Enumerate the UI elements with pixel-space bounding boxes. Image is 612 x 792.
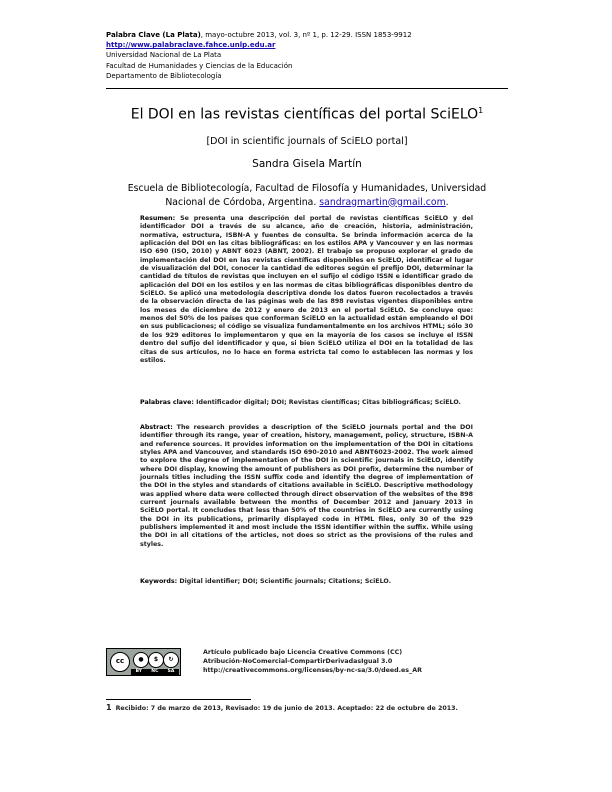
journal-name: Palabra Clave (La Plata) xyxy=(106,31,201,39)
keywords-label: Keywords: xyxy=(140,578,178,585)
license-line-1: Artículo publicado bajo Licencia Creative Commons (CC) xyxy=(203,649,403,656)
resumen-label: Resumen: xyxy=(140,215,176,222)
affiliation-end: . xyxy=(445,196,449,208)
university-name: Universidad Nacional de La Plata xyxy=(106,51,222,60)
cc-terms-strip xyxy=(131,669,179,675)
article-title-text: El DOI en las revistas científicas del portal SciELO xyxy=(130,106,479,123)
sharealike-icon: ↻ xyxy=(163,652,179,668)
footnote-text: Recibido: 7 de marzo de 2013, Revisado: 19 de junio de 2013. Aceptado: 22 de octubre de 2013. xyxy=(115,705,458,712)
license-line-2: Atribución-NoComercial-CompartirDerivadasIgual 3.0 xyxy=(203,658,393,665)
abstract-text: The research provides a description of the SciELO journals portal and the DOI identifier through its range, year of creation, history, management, policy, structure, ISBN-A and reference sources. It provides information on the implementation of the DOI in citations styles APA and Vancouver, and standards ISO 690-2010 and ABNT6023-2002. The work aimed to explore the degree of implementation of the DOI in scientific journals in SciELO, identify where DOI display, knowing the amount of publishers as DOI prefix, determine the number of journals titles including the ISSN suffix code and identify the degree of implementation of the DOI in the styles and standards of citations available in SciELO. Descriptive methodology was applied where data were collected through direct observation of the websites of the 898 current journals available between the months of December 2012 and January 2013 in SciELO portal. It concludes that less than 50% of the countries in SciELO are currently using the DOI in its publications, primarily displayed code in HTML files, only 30 of the 929 publishers implemented it and most include the ISSN identifier within the suffix. While using the DOI in all citations of the articles, not does so strict as the provisions of the rules and styles. xyxy=(140,424,473,548)
author-email-link[interactable]: sandragmartin@gmail.com xyxy=(319,196,446,208)
cc-by-label: BY xyxy=(135,669,143,674)
abstract-paragraph xyxy=(140,424,473,549)
cc-nc-label: NC xyxy=(151,669,159,674)
noncommercial-icon: $ xyxy=(148,652,164,668)
affiliation-line-1: Escuela de Bibliotecología, Facultad de Filosofía y Humanidades, Universidad xyxy=(127,183,487,194)
creative-commons-badge[interactable] xyxy=(106,648,181,676)
author-name: Sandra Gisela Martín xyxy=(252,158,362,170)
faculty-name: Facultad de Humanidades y Ciencias de la Educación xyxy=(106,61,293,70)
citation-line xyxy=(106,30,506,40)
palabras-clave-paragraph xyxy=(140,399,473,407)
license-notice xyxy=(203,648,483,675)
affiliation-line-2: Nacional de Córdoba, Argentina. xyxy=(165,196,320,208)
footnote-divider xyxy=(106,699,251,700)
palabras-clave-label: Palabras clave: xyxy=(140,399,194,406)
cc-logo-icon: cc xyxy=(110,652,130,672)
keywords-text: Digital identifier; DOI; Scientific journals; Citations; SciELO. xyxy=(177,578,391,585)
footnote xyxy=(106,705,508,714)
article-title xyxy=(106,106,508,123)
title-footnote-mark[interactable]: 1 xyxy=(478,106,484,115)
journal-header xyxy=(106,30,506,81)
footnote-mark: 1 xyxy=(106,703,112,712)
keywords-paragraph xyxy=(140,578,473,586)
department-name: Departamento de Bibliotecología xyxy=(106,71,222,80)
resumen-paragraph xyxy=(140,215,473,365)
resumen-text: Se presenta una descripción del portal de revistas científicas SciELO y del identificador DOI a través de su alcance, año de creación, historia, administración, normativa, estructura, ISBN-A y fuentes de consulta. Se brinda información acerca de la aplicación del DOI en las citas bibliográficas: en los estilos APA y Vancouver y en las normas ISO 690 (ISO, 2010) y ABNT 6023 (ABNT, 2002). El trabajo se propuso explorar el grado de implementación del DOI en las revistas científicas disponibles en SciELO, identificar el lugar de visualización del DOI, conocer la cantidad de editores según el prefijo DOI, determinar la cantidad de títulos de revistas que incluyen en el sufijo el código ISSN e identificar grado de aplicación del DOI en los estilos y en las normas de citas bibliográficas disponibles dentro de SciELO. Se aplicó una metodología descriptiva donde los datos fueron recolectados a través de la observación directa de las páginas web de las 898 revistas vigentes disponibles entre los meses de diciembre de 2012 y enero de 2013 en el portal SciELO. Se concluye que: menos del 50% de los países que conforman SciELO en la actualidad están empleando el DOI en sus publicaciones; el código se visualiza fundamentalmente en los archivos HTML; sólo 30 de los 929 editores lo implementaron y que en la mayoría de los casos se incluye el ISSN dentro del sufijo del identificador y que, si bien SciELO utiliza el DOI en la totalidad de las citas de sus artículos, no lo hace en forma estricta tal como lo establecen las normas y los estilos. xyxy=(140,215,473,364)
english-title: [DOI in scientific journals of SciELO portal] xyxy=(206,136,408,147)
license-url[interactable]: http://creativecommons.org/licenses/by-nc-sa/3.0/deed.es_AR xyxy=(203,667,422,674)
journal-url-link[interactable]: http://www.palabraclave.fahce.unlp.edu.ar xyxy=(106,41,276,50)
abstract-label: Abstract: xyxy=(140,424,173,431)
cc-sa-label: SA xyxy=(167,669,175,674)
header-divider xyxy=(106,88,508,89)
author-affiliation xyxy=(118,182,496,209)
citation-details: , mayo-octubre 2013, vol. 3, nº 1, p. 12-29. ISSN 1853-9912 xyxy=(200,31,412,39)
attribution-icon: ● xyxy=(133,652,149,668)
palabras-clave-text: Identificador digital; DOI; Revistas científicas; Citas bibliográficas; SciELO. xyxy=(193,399,461,406)
